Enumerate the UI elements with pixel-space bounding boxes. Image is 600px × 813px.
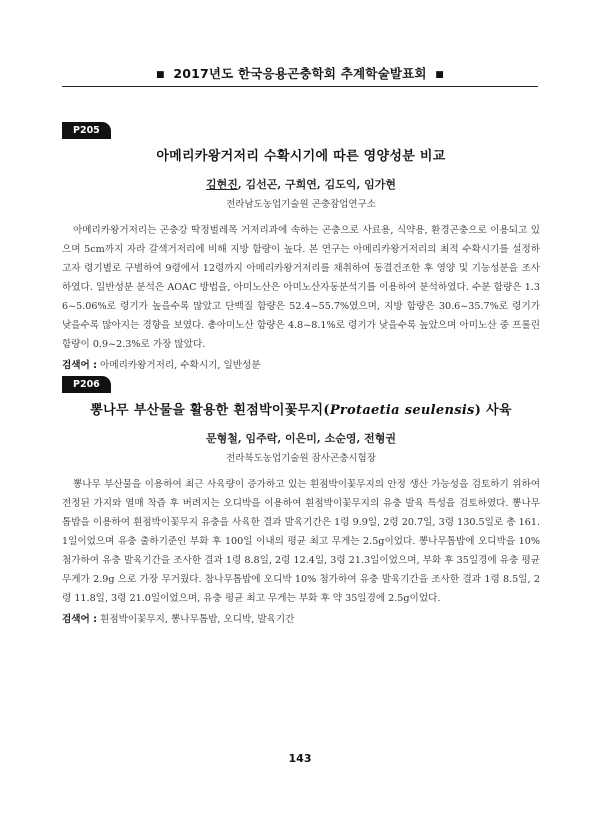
- author-list: [62, 430, 540, 446]
- abstract-title: 아메리카왕거저리 수확시기에 따른 영양성분 비교: [156, 149, 446, 164]
- keywords-line: [62, 610, 540, 629]
- header-bullet-left: ■: [156, 70, 165, 80]
- abstract-p205: [62, 118, 540, 375]
- abstract-body: 뽕나무 부산물을 이용하여 최근 사육량이 증가하고 있는 흰점박이꽃무지의 안정 생산 가능성을 검토하기 위하여 전정된 가지와 열매 착즙 후 버려지는 오디박을 이용하여 흰점박이꽃무지의 유충 발육 특성을 검토하였다. 뽕나무톱밥을 이용하여 흰점박이꽃무지 유충을 사육한 결과 발육기간은 1령 9.9일, 2령 20.7일, 3령 130.5일로 총 161.1일이었으며 유충 출하기준인 부화 후 100일 이내의 평균 최고 무게는 2.5g이었다. 뽕나무톱밥에 오디박을 10% 첨가하여 유충 발육기간을 조사한 결과 1령 8.8일, 2령 12.4일, 3령 21.3일이었으며, 부화 후 35일경에 유충 평균무게가 2.9g 으로 가장 무거웠다. 참나무톱밥에 오디박 10% 첨가하여 유충 발육기간을 조사한 결과 1령 8.5일, 2령 11.8일, 3령 21.0일이었으며, 유충 평균 최고 무게는 부화 후 약 35일경에 2.5g이었다.: [62, 479, 540, 604]
- poster-id-badge: P206: [62, 376, 111, 393]
- title-part-2: ) 사육: [474, 403, 512, 418]
- author-list: [62, 176, 540, 192]
- scientific-name: Protaetia seulensis: [329, 403, 475, 418]
- abstract-body: 아메리카왕거저리는 곤충강 딱정벌레목 거저리과에 속하는 곤충으로 사료용, 식약용, 환경곤충으로 이용되고 있으며 5cm까지 자라 갈색거저리에 비해 지방 함량이 높다. 본 연구는 아메리카왕거저리의 최적 수확시기를 설정하고자 령기별로 구별하여 9령에서 12령까지 아메리카왕거저리를 채취하여 동결건조한 후 영양 및 기능성분을 조사하였다. 일반성분 분석은 AOAC 방법을, 아미노산은 아미노산자동분석기를 이용하여 분석하였다. 수분 함량은 1.36~5.06%로 령기가 높을수록 많았고 단백질 함량은 52.4~55.7%였으며, 지방 함량은 30.6~35.7%로 령기가 낮을수록 많아지는 경향을 보였다. 총아미노산 함량은 4.8~8.1%로 령기가 낮을수록 높았으며 아미노산 중 프롤린 함량이 0.9~2.3%로 가장 많았다.: [62, 225, 540, 350]
- co-authors: , 김선곤, 구희연, 김도익, 임가현: [237, 178, 397, 191]
- affiliation: 전라북도농업기술원 잠사곤충시험장: [226, 453, 376, 464]
- keywords-label: 검색어 :: [62, 360, 97, 371]
- co-authors: , 임주락, 이은미, 소순영, 전형권: [237, 432, 397, 445]
- page-number: 143: [288, 752, 312, 765]
- affiliation: 전라남도농업기술원 곤충잠업연구소: [226, 199, 376, 210]
- keywords-values: 아메리카왕거저리, 수확시기, 일반성분: [100, 360, 261, 371]
- header-bullet-right: ■: [435, 70, 444, 80]
- header-title: 2017년도 한국응용곤충학회 추계학술발표회: [173, 66, 427, 81]
- presenting-author: 김현진: [205, 178, 238, 191]
- running-header: [0, 64, 600, 82]
- keywords-label: 검색어 :: [62, 614, 97, 625]
- presenting-author: 문형철: [205, 432, 238, 445]
- poster-id-badge: P205: [62, 122, 111, 139]
- abstract-p206: [62, 372, 540, 629]
- header-divider: [62, 86, 538, 87]
- abstract-title: [62, 399, 540, 418]
- keywords-values: 흰점박이꽃무지, 뽕나무톱밥, 오디박, 발육기간: [100, 614, 295, 625]
- title-part-1: 뽕나무 부산물을 활용한 흰점박이꽃무지(: [90, 403, 330, 418]
